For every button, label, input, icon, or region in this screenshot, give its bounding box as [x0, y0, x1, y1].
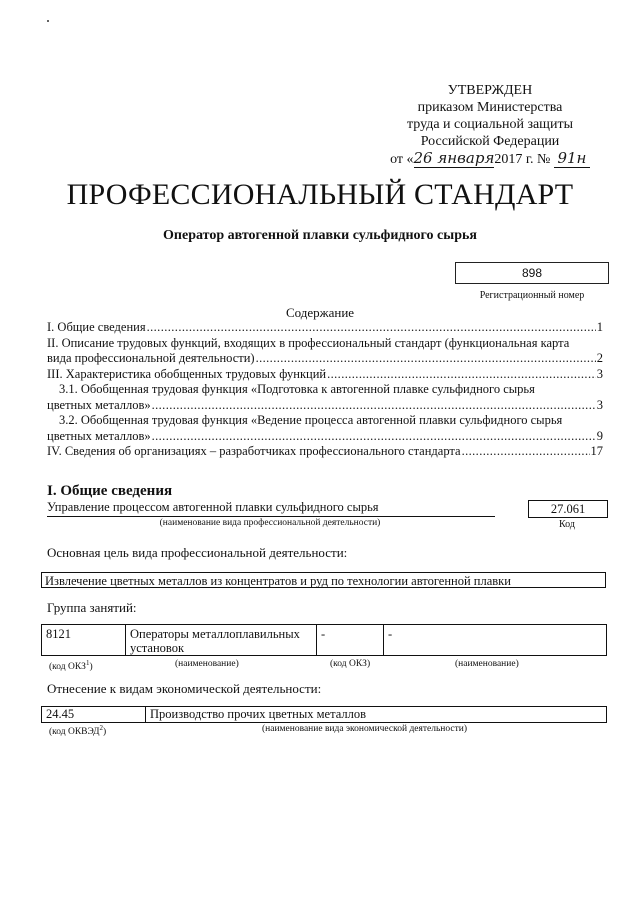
approval-country: Российской Федерации	[420, 134, 560, 149]
goal-label: Основная цель вида профессиональной деятельности:	[47, 545, 348, 560]
group-label: Группа занятий:	[47, 600, 137, 615]
occupation-name-line: Операторы металлоплавильных	[130, 627, 300, 641]
approval-order: приказом Министерства	[417, 100, 563, 115]
toc-item-text: IV. Сведения об организациях – разработчиках профессионального стандарта	[47, 444, 461, 458]
toc-item-page: 3	[596, 397, 603, 412]
activity-code-box: 27.061	[528, 500, 608, 518]
activity-name-field: Управление процессом автогенной плавки сульфидного сырья	[47, 500, 495, 517]
toc-item-3-2-line1[interactable]: 3.2. Обобщенная трудовая функция «Ведение процесса автогенной плавки сульфидного сырья	[59, 413, 563, 427]
goal-box: Извлечение цветных металлов из концентратов и руд по технологии автогенной плавки	[41, 572, 606, 588]
occupation-name-line: установок	[130, 641, 185, 655]
occupation-name-caption: (наименование)	[175, 659, 239, 669]
registration-number-label: Регистрационный номер	[479, 290, 585, 301]
activity-name-caption: (наименование вида профессиональной деятельности)	[159, 518, 381, 528]
occupation-name-caption-2: (наименование)	[455, 659, 519, 669]
approval-from-prefix: от «	[390, 152, 414, 167]
toc-item-text: цветных металлов»	[47, 428, 151, 443]
occupation-name-cell	[126, 625, 317, 655]
toc-item-3-1-line1[interactable]: 3.1. Обобщенная трудовая функция «Подготовка к автогенной плавке сульфидного сырья	[59, 382, 535, 396]
toc-leader	[327, 367, 596, 383]
okved-name-cell: Производство прочих цветных металлов	[150, 707, 366, 721]
toc-item-text: цветных металлов»	[47, 397, 151, 412]
approval-ministry: труда и социальной защиты	[407, 117, 573, 132]
toc-item-2[interactable]	[47, 351, 603, 367]
handwritten-number: 91н	[554, 150, 590, 168]
toc-heading: Содержание	[285, 305, 355, 320]
approval-date-line	[380, 150, 600, 168]
toc-leader	[152, 398, 596, 414]
occupation-name-cell-2: -	[388, 627, 393, 641]
approval-block	[380, 82, 600, 168]
okved-name-caption: (наименование вида экономической деятельности)	[262, 724, 467, 734]
toc-item-2-line1[interactable]: II. Описание трудовых функций, входящих в профессиональный стандарт (функциональная карта	[47, 335, 570, 350]
okved-label: Отнесение к видам экономической деятельности:	[47, 681, 322, 696]
toc-leader	[147, 320, 596, 336]
okved-code-caption: (код ОКВЭД$^2$)	[49, 724, 107, 738]
toc-item-page: 2	[596, 351, 603, 365]
okz-code-cell-2: -	[317, 625, 384, 655]
page-title: ПРОФЕССИОНАЛЬНЫЙ СТАНДАРТ	[66, 178, 574, 211]
occupation-group-table	[41, 624, 607, 656]
scan-speck	[47, 20, 49, 22]
toc-item-page: 9	[596, 428, 603, 443]
toc-leader	[256, 351, 596, 367]
section-heading: I. Общие сведения	[47, 483, 173, 499]
activity-code-label: Код	[559, 519, 575, 530]
toc-leader	[462, 444, 590, 460]
toc-item-3-1[interactable]	[47, 398, 603, 414]
toc-item-page: 17	[590, 444, 603, 458]
toc-item-4[interactable]	[47, 444, 603, 460]
okved-code-cell: 24.45	[42, 707, 146, 722]
handwritten-date: 26 января	[413, 149, 495, 167]
toc-item-page: 3	[596, 366, 603, 381]
toc-item-text: III. Характеристика обобщенных трудовых функций	[47, 366, 327, 381]
toc-item-3[interactable]	[47, 367, 603, 383]
page-subtitle: Оператор автогенной плавки сульфидного сырья	[163, 228, 477, 243]
okz-code-caption: (код ОКЗ$^1$)	[49, 659, 93, 673]
toc-item-text: вида профессиональной деятельности)	[47, 351, 255, 365]
toc-item-1[interactable]	[47, 320, 603, 336]
okz-code-caption-2: (код ОКЗ)	[330, 659, 371, 669]
toc-leader	[152, 429, 596, 445]
table-of-contents	[47, 320, 603, 460]
okz-code-cell: 8121	[42, 625, 126, 655]
approval-title: УТВЕРЖДЕН	[447, 83, 533, 98]
toc-item-3-2[interactable]	[47, 429, 603, 445]
toc-item-text: I. Общие сведения	[47, 320, 146, 334]
okved-table	[41, 706, 607, 723]
registration-number-box: 898	[455, 262, 609, 284]
approval-year: 2017 г. №	[494, 152, 551, 167]
toc-item-page: 1	[596, 320, 603, 334]
